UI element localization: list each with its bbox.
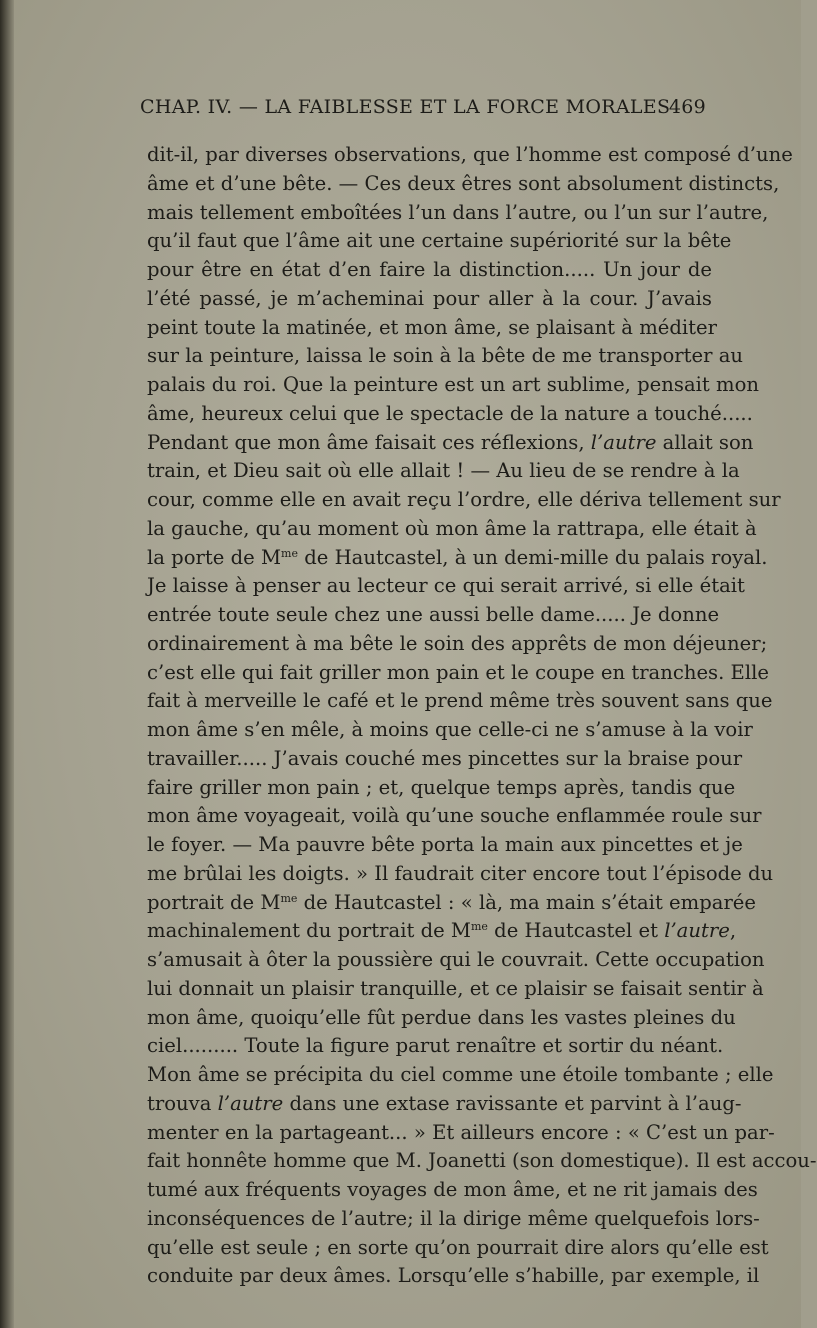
text-line: inconséquences de l’autre; il la dirige même quelquefois lors- <box>147 1206 760 1230</box>
text-line: lui donnait un plaisir tranquille, et ce plaisir se faisait sentir à <box>147 976 764 1000</box>
text-line: qu’il faut que l’âme ait une certaine supériorité sur la bête <box>147 229 732 253</box>
text-line: machinalement du portrait de $M^{me}$ de Hautcastel et l’autre, <box>147 919 737 943</box>
text-line: âme, heureux celui que le spectacle de la nature a touché..... <box>147 401 753 425</box>
text-line: train, et Dieu sait où elle allait ! — Au lieu de se rendre à la <box>147 459 740 483</box>
text-line: la gauche, qu’au moment où mon âme la rattrapa, elle était à <box>147 516 757 540</box>
text-line: mon âme s’en mêle, à moins que celle-ci ne s’amuse à la voir <box>147 718 753 741</box>
text-line: le foyer. — Ma pauvre bête porta la main aux pincettes et je <box>147 833 743 856</box>
text-line: trouva l’autre dans une extase ravissante et parvint à l’aug- <box>147 1091 742 1115</box>
text-line: menter en la partageant... » Et ailleurs encore : « C’est un par- <box>147 1120 775 1144</box>
text-line: la porte de $M^{me}$ de Hautcastel, à un demi-mille du palais royal. <box>147 545 768 569</box>
text-line: travailler..... J’avais couché mes pincettes sur la braise pour <box>147 746 743 770</box>
text-line: mais tellement emboîtées l’un dans l’autre, ou l’un sur l’autre, <box>147 200 769 224</box>
text-line: pour être en état d’en faire la distinction..... Un jour de <box>147 258 712 281</box>
text-line: conduite par deux âmes. Lorsqu’elle s’habille, par exemple, il <box>147 1264 760 1288</box>
text-line: peint toute la matinée, et mon âme, se plaisant à méditer <box>147 315 718 339</box>
text-line: fait à merveille le café et le prend même très souvent sans que <box>147 689 773 713</box>
chapter-title: CHAP. IV. — LA FAIBLESSE ET LA FORCE MORALES <box>140 96 671 118</box>
text-line: fait honnête homme que M. Joanetti (son domestique). Il est accou- <box>147 1149 817 1173</box>
text-line: mon âme voyageait, voilà qu’une souche enflammée roule sur <box>147 804 762 828</box>
text-line: ordinairement à ma bête le soin des apprêts de mon déjeuner; <box>147 631 768 655</box>
text-line: Je laisse à penser au lecteur ce qui serait arrivé, si elle était <box>147 574 745 598</box>
text-line: c’est elle qui fait griller mon pain et le coupe en tranches. Elle <box>147 660 769 684</box>
text-line: ciel......... Toute la figure parut renaître et sortir du néant. <box>147 1034 724 1058</box>
running-header <box>140 96 706 122</box>
text-line: palais du roi. Que la peinture est un art sublime, pensait mon <box>147 373 759 396</box>
text-line: entrée toute seule chez une aussi belle dame..... Je donne <box>147 603 720 626</box>
text-line: portrait de $M^{me}$ de Hautcastel : « là, ma main s’était emparée <box>147 890 756 914</box>
text-line: Mon âme se précipita du ciel comme une étoile tombante ; elle <box>147 1063 774 1086</box>
text-line: mon âme, quoiqu’elle fût perdue dans les vastes pleines du <box>147 1005 736 1029</box>
page-gutter-shadow <box>0 0 14 1328</box>
text-line: Pendant que mon âme faisait ces réflexions, l’autre allait son <box>147 430 754 454</box>
page-number: 469 <box>668 96 706 118</box>
text-line: dit-il, par diverses observations, que l’homme est composé d’une <box>147 143 793 166</box>
body-text <box>147 141 817 1311</box>
text-line: cour, comme elle en avait reçu l’ordre, elle dériva tellement sur <box>147 488 781 511</box>
text-line: sur la peinture, laissa le soin à la bête de me transporter au <box>147 344 744 368</box>
text-line: faire griller mon pain ; et, quelque temps après, tandis que <box>147 775 736 799</box>
text-line: tumé aux fréquents voyages de mon âme, et ne rit jamais des <box>147 1178 758 1201</box>
text-line: qu’elle est seule ; en sorte qu’on pourrait dire alors qu’elle est <box>147 1235 769 1259</box>
text-line: me brûlai les doigts. » Il faudrait citer encore tout l’épisode du <box>147 861 774 885</box>
text-line: âme et d’une bête. — Ces deux êtres sont absolument distincts, <box>147 171 780 195</box>
text-line: s’amusait à ôter la poussière qui le couvrait. Cette occupation <box>147 948 765 971</box>
text-line: l’été passé, je m’acheminai pour aller à la cour. J’avais <box>147 286 712 310</box>
